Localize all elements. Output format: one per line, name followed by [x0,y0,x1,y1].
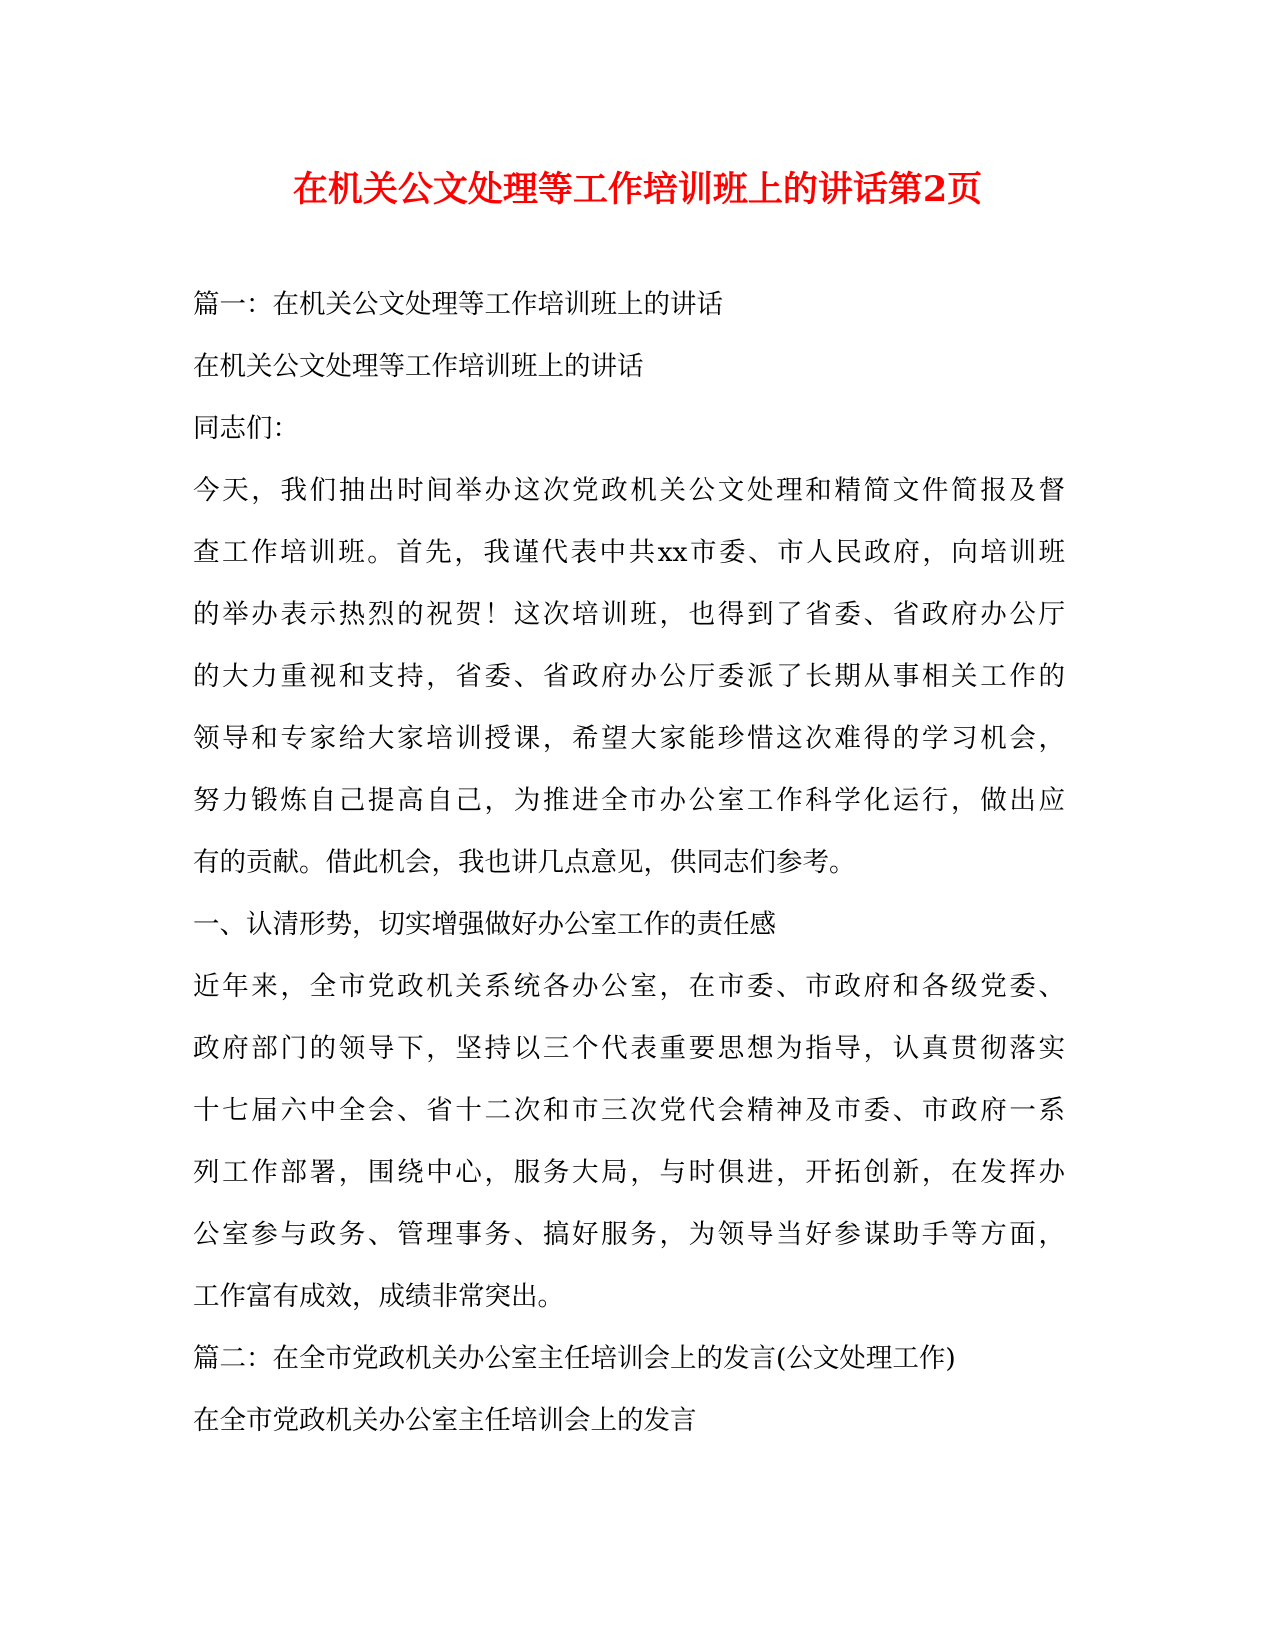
paragraph-line: 近年来，全市党政机关系统各办公室，在市委、市政府和各级党委、 [193,971,1065,1002]
paragraph-line: 政府部门的领导下，坚持以三个代表重要思想为指导，认真贯彻落实 [193,1033,1065,1064]
paragraph-line: 努力锻炼自己提高自己，为推进全市办公室工作科学化运行，做出应 [193,785,1065,816]
salutation: 同志们： [193,413,299,444]
section-heading-2: 篇二：在全市党政机关办公室主任培训会上的发言(公文处理工作) [193,1343,956,1374]
paragraph-line: 有的贡献。借此机会，我也讲几点意见，供同志们参考。 [193,847,856,878]
document-title: 在机关公文处理等工作培训班上的讲话第2页 [292,169,983,210]
section-heading-1: 篇一：在机关公文处理等工作培训班上的讲话 [193,289,723,320]
paragraph-line: 十七届六中全会、省十二次和市三次党代会精神及市委、市政府一系 [193,1095,1065,1126]
paragraph-line: 列工作部署，围绕中心，服务大局，与时俱进，开拓创新，在发挥办 [193,1157,1065,1188]
speech-title-2: 在全市党政机关办公室主任培训会上的发言 [193,1405,697,1436]
paragraph-line: 领导和专家给大家培训授课，希望大家能珍惜这次难得的学习机会， [193,723,1065,754]
paragraph-line: 工作富有成效，成绩非常突出。 [193,1281,564,1312]
paragraph-line: 今天，我们抽出时间举办这次党政机关公文处理和精简文件简报及督 [193,475,1065,506]
paragraph-line: 的举办表示热烈的祝贺！这次培训班，也得到了省委、省政府办公厅 [193,599,1065,630]
paragraph-line: 的大力重视和支持，省委、省政府办公厅委派了长期从事相关工作的 [193,661,1065,692]
paragraph-line: 查工作培训班。首先，我谨代表中共xx市委、市人民政府，向培训班 [193,537,1065,568]
speech-title-1: 在机关公文处理等工作培训班上的讲话 [193,351,644,382]
paragraph-line: 公室参与政务、管理事务、搞好服务，为领导当好参谋助手等方面， [193,1219,1065,1250]
section-subheading: 一、认清形势，切实增强做好办公室工作的责任感 [193,909,776,940]
